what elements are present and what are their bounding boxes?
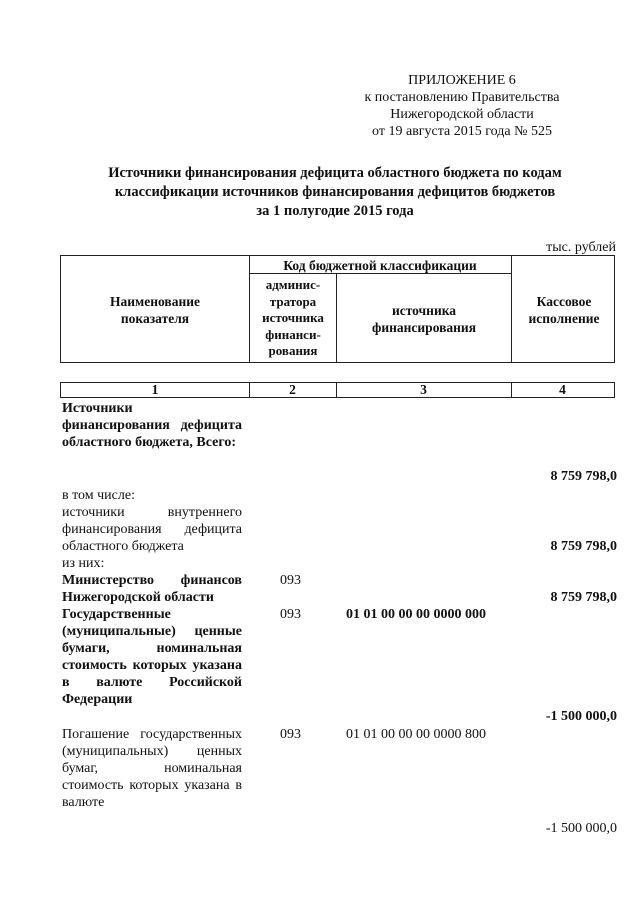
title-line: классификации источников финансирования дефицитов бюджетов	[114, 184, 556, 200]
row-source-code: 01 01 00 00 00 0000 800	[346, 727, 486, 742]
column-number: 1	[151, 382, 159, 397]
row-source-code: 01 01 00 00 00 0000 000	[346, 607, 486, 622]
header-code-group: Код бюджетной классификации	[283, 258, 477, 273]
header-name: Наименование показателя	[110, 294, 200, 326]
row-amount: 8 759 798,0	[550, 539, 617, 554]
row-admin-code: 093	[280, 727, 301, 742]
document-title	[70, 164, 600, 221]
units-label: тыс. рублей	[546, 240, 616, 255]
header-amount: Кассовое исполнение	[528, 294, 600, 326]
row-name: источники внутреннего финансирования дефицита областного бюджета	[62, 505, 242, 554]
row-name: из них:	[62, 556, 105, 571]
appendix-block	[342, 72, 582, 140]
row-amount: 8 759 798,0	[550, 469, 617, 484]
column-number: 3	[420, 382, 427, 397]
appendix-title: ПРИЛОЖЕНИЕ 6	[408, 73, 516, 88]
table-header	[60, 255, 615, 363]
row-name: в том числе:	[62, 488, 135, 503]
title-line: Источники финансирования дефицита областного бюджета по кодам	[108, 165, 562, 181]
row-amount: -1 500 000,0	[545, 821, 617, 836]
title-line: за 1 полугодие 2015 года	[256, 203, 414, 219]
header-admin: админис-тратора источника финанси-рования	[262, 277, 324, 358]
row-name: Погашение государственных (муниципальных) ценных бумаг, номинальная стоимость которых указана в валюте	[62, 727, 242, 810]
column-number: 4	[559, 382, 566, 397]
appendix-date: от 19 августа 2015 года № 525	[372, 124, 552, 139]
column-number: 2	[289, 382, 296, 397]
row-amount: 8 759 798,0	[550, 590, 617, 605]
header-source: источника финансирования	[371, 303, 477, 335]
column-numbers-row	[60, 382, 615, 398]
row-amount: -1 500 000,0	[545, 709, 617, 724]
row-admin-code: 093	[280, 607, 301, 622]
row-admin-code: 093	[280, 573, 301, 588]
appendix-line: к постановлению Правительства	[364, 90, 560, 105]
appendix-line: Нижегородской области	[390, 107, 534, 122]
row-name: Государственные (муниципальные) ценные бумаги, номинальная стоимость которых указана в валюте Российской Федерации	[62, 607, 242, 707]
row-name: Министерство финансов Нижегородской области	[62, 573, 242, 605]
row-name: Источники финансирования дефицита областного бюджета, Всего:	[62, 401, 242, 450]
